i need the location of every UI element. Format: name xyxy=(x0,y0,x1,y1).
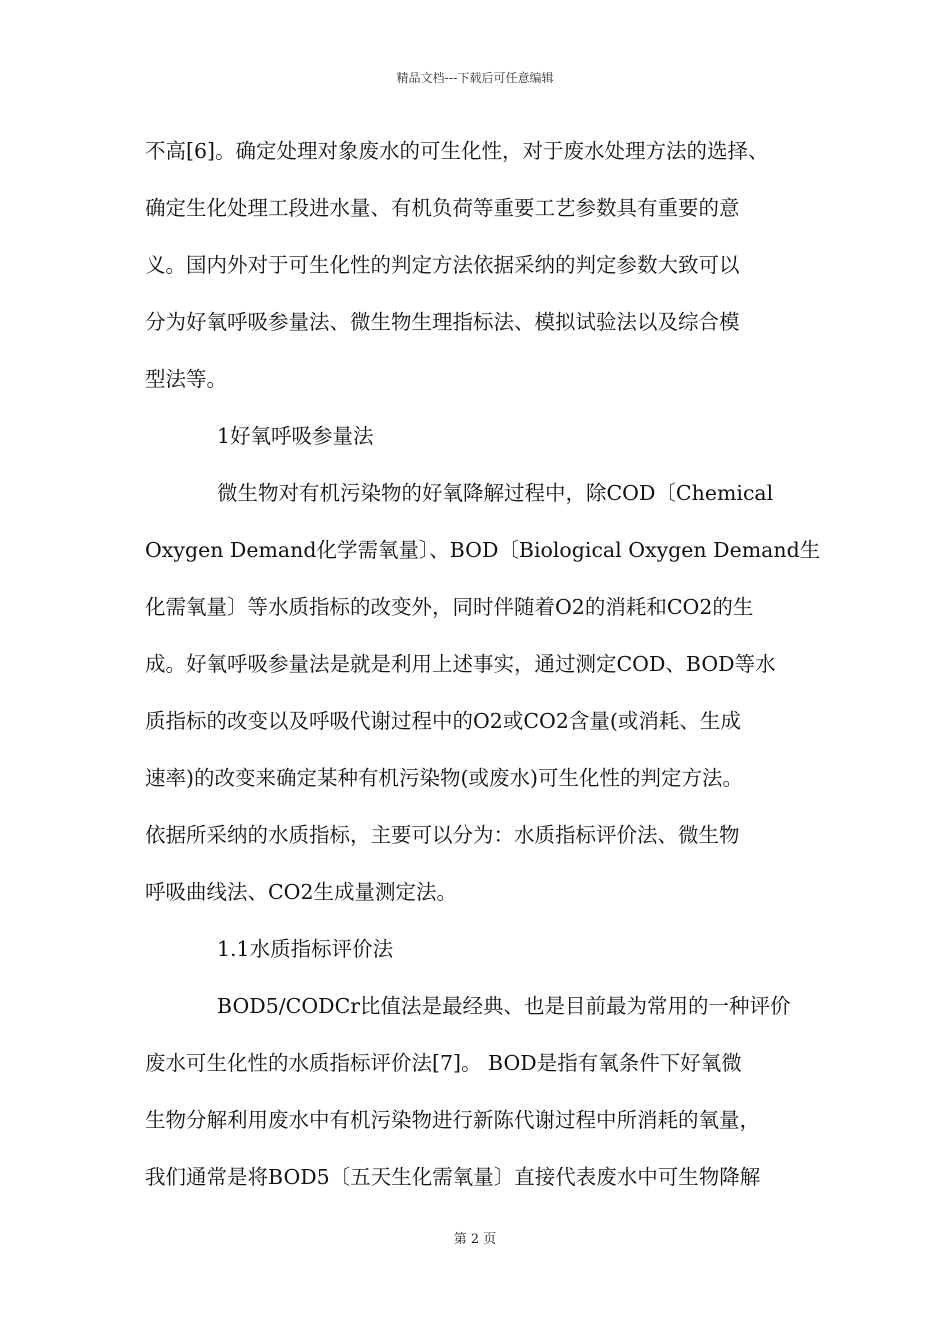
paragraph-line: 成。好氧呼吸参量法是就是利用上述事实，通过测定COD、BOD等水 xyxy=(145,652,776,676)
paragraph-line: 呼吸曲线法、CO2生成量测定法。 xyxy=(145,880,458,904)
paragraph-line: 不高[6]。确定处理对象废水的可生化性，对于废水处理方法的选择、 xyxy=(145,139,769,163)
paragraph-line: 义。国内外对于可生化性的判定方法依据采纳的判定参数大致可以 xyxy=(145,253,740,277)
paragraph-line: 化需氧量〕等水质指标的改变外，同时伴随着O2的消耗和CO2的生 xyxy=(145,595,754,619)
paragraph-line: 型法等。 xyxy=(145,367,227,391)
paragraph-line: Oxygen Demand化学需氧量〕、BOD〔Biological Oxygen Demand生 xyxy=(145,538,821,562)
page-header: 精品文档---下载后可任意编辑 xyxy=(396,71,554,85)
paragraph-line: 微生物对有机污染物的好氧降解过程中，除COD〔Chemical xyxy=(217,481,774,505)
paragraph-line: 我们通常是将BOD5〔五天生化需氧量〕直接代表废水中可生物降解 xyxy=(145,1165,761,1189)
paragraph-line: 质指标的改变以及呼吸代谢过程中的O2或CO2含量(或消耗、生成 xyxy=(145,709,741,733)
paragraph-line: 废水可生化性的水质指标评价法[7]。 BOD是指有氧条件下好氧微 xyxy=(145,1051,742,1075)
paragraph-line: 生物分解利用废水中有机污染物进行新陈代谢过程中所消耗的氧量， xyxy=(145,1108,760,1132)
paragraph-line: 分为好氧呼吸参量法、微生物生理指标法、模拟试验法以及综合模 xyxy=(145,310,740,334)
page-number: 第 2 页 xyxy=(453,1232,497,1247)
section-heading: 1好氧呼吸参量法 xyxy=(217,424,374,448)
document-body xyxy=(145,128,825,1211)
paragraph-line: 确定生化处理工段进水量、有机负荷等重要工艺参数具有重要的意 xyxy=(145,196,740,220)
paragraph-line: 速率)的改变来确定某种有机污染物(或废水)可生化性的判定方法。 xyxy=(145,766,743,790)
subsection-heading: 1.1水质指标评价法 xyxy=(217,937,394,961)
paragraph-line: BOD5/CODCr比值法是最经典、也是目前最为常用的一种评价 xyxy=(217,994,791,1018)
paragraph-line: 依据所采纳的水质指标，主要可以分为：水质指标评价法、微生物 xyxy=(145,823,740,847)
